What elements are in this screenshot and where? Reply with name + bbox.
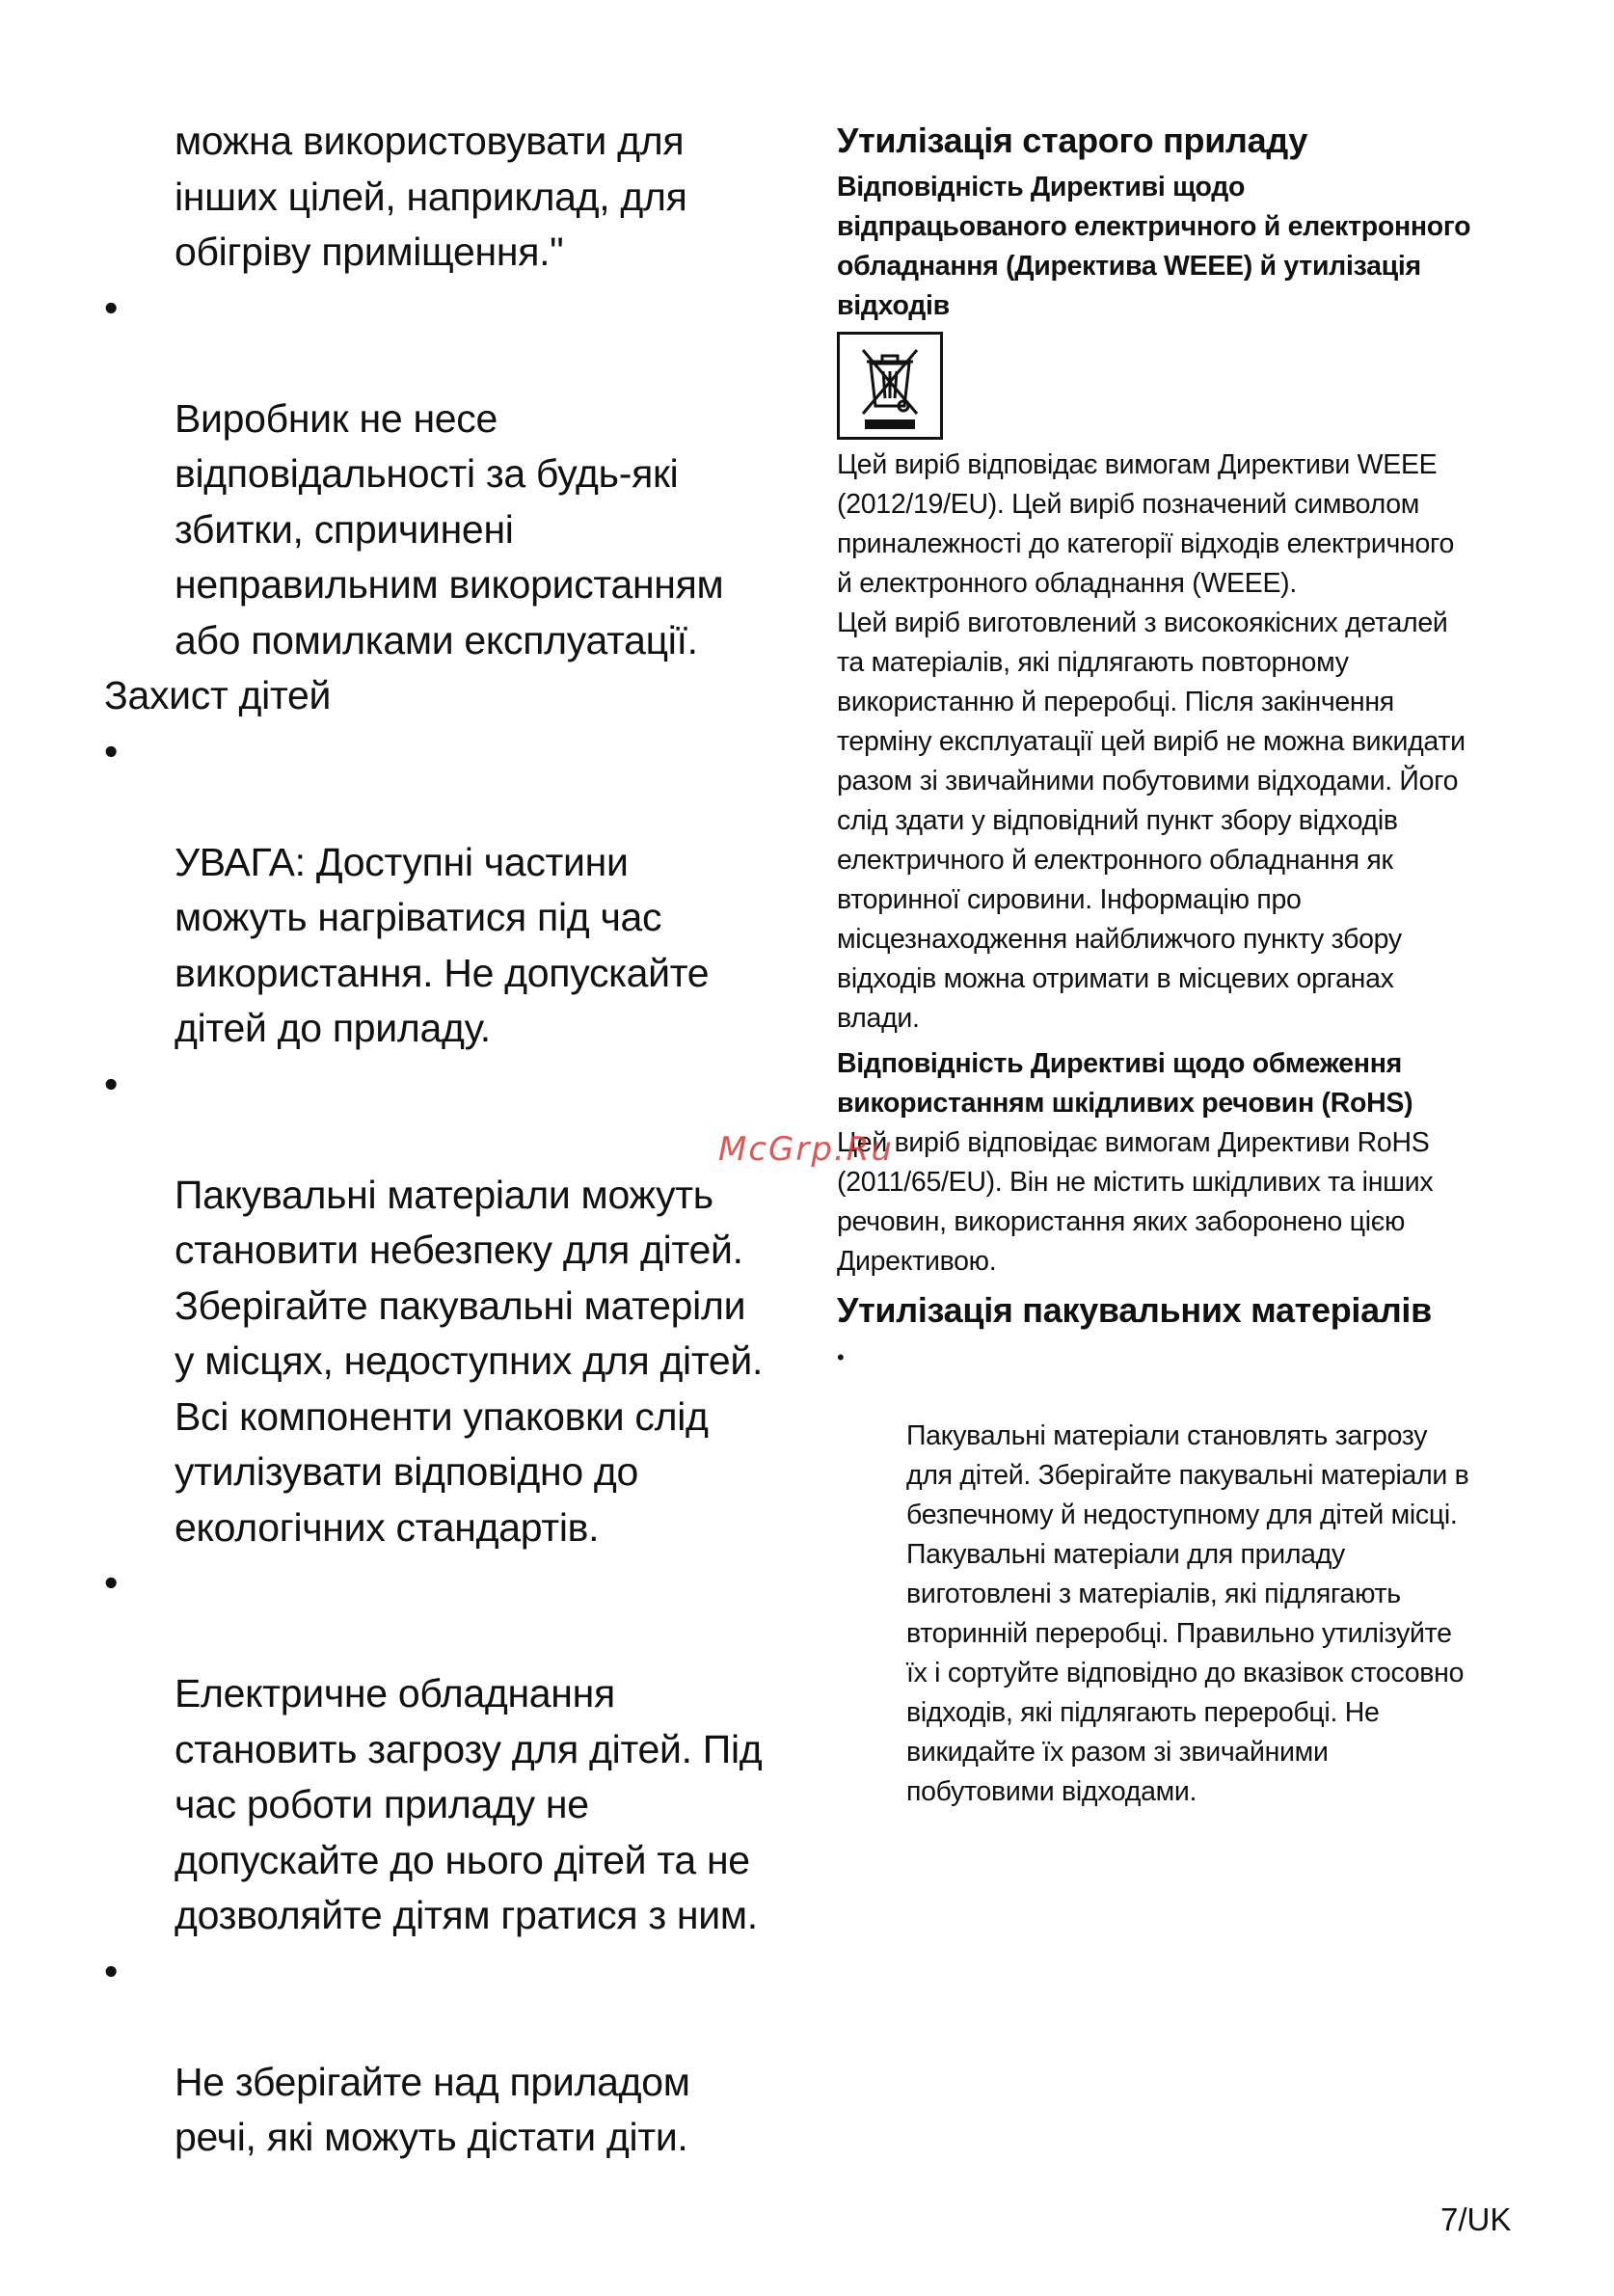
bullet-icon: • — [104, 1948, 119, 1993]
crossed-out-wheelie-bin-icon — [837, 332, 943, 440]
list-item — [104, 724, 798, 1057]
list-item — [104, 1944, 798, 2166]
list-item — [104, 1057, 798, 1556]
rohs-subheading: Відповідність Директиві щодо обмеження використанням шкідливих речовин (RoHS) — [837, 1048, 1413, 1119]
rohs-paragraph: Цей виріб відповідає вимогам Директиви RoHS (2011/65/EU). Він не містить шкідливих та інших речовин, використання яких заборонено цією Директивою. — [837, 1127, 1434, 1277]
bullet-icon: • — [104, 1560, 119, 1605]
list-item-text: Виробник не несе відповідальності за будь-які збитки, спричинені неправильним використанням або помилками експлуатації. — [175, 395, 724, 662]
list-item — [837, 1337, 1531, 1812]
list-item — [104, 1555, 798, 1944]
weee-paragraph: Цей виріб виготовлений з високоякісних деталей та матеріалів, які підлягають повторному використанню й переробці. Після закінчення терміну експлуатації цей виріб не можна викидати разом зі звичайними побутовими відходами. Його слід здати у відповідний пункт збору відходів електричного й електронного обладнання як вторинної сировини. Інформацію про місцезнаходження найближчого пункту збору відходів можна отримати в місцевих органах влади. — [837, 608, 1466, 1034]
list-item — [104, 281, 798, 669]
right-column — [837, 120, 1531, 1812]
list-item-text: Пакувальні матеріали становлять загрозу для дітей. Зберігайте пакувальні матеріали в безпечному й недоступному для дітей місці. Пакувальні матеріали для приладу виготовлені з матеріалів, які підлягають вторинній переробці. Правильно утилізуйте їх і сортуйте відповідно до вказівок стосовно відходів, які підлягають переробці. Не викидайте їх разом зі звичайними побутовими відходами. — [906, 1420, 1469, 1807]
list-item-text: Електричне обладнання становить загрозу для дітей. Під час роботи приладу не допускайте до нього дітей та не дозволяйте дітям гратися з ним. — [175, 1671, 763, 1937]
left-column — [104, 114, 798, 2166]
heading-old-appliance-disposal: Утилізація старого приладу — [837, 121, 1308, 160]
bullet-icon: • — [104, 728, 119, 773]
watermark: McGrp.Ru — [718, 1130, 894, 1169]
section-heading-child-safety: Захист дітей — [104, 673, 332, 717]
bullet-icon: • — [104, 284, 119, 330]
bullet-icon: • — [104, 1061, 119, 1106]
heading-packaging-disposal: Утилізація пакувальних матеріалів — [837, 1290, 1432, 1330]
weee-paragraph: Цей виріб відповідає вимогам Директиви WEEE (2012/19/EU). Цей виріб позначений символом приналежності до категорії відходів електричного й електронного обладнання (WEEE). — [837, 449, 1455, 599]
list-item-text: УВАГА: Доступні частини можуть нагріватися під час використання. Не допускайте дітей до приладу. — [175, 839, 710, 1050]
list-item-text: Пакувальні матеріали можуть становити небезпеку для дітей. Зберігайте пакувальні матеріли у місцях, недоступних для дітей. Всі компоненти упаковки слід утилізувати відповідно до екологічних стандартів. — [175, 1172, 764, 1550]
continued-text: можна використовувати для інших цілей, наприклад, для обігріву приміщення." — [175, 119, 687, 274]
bullet-icon: • — [837, 1345, 845, 1369]
list-item-text: Не зберігайте над приладом речі, які можуть дістати діти. — [175, 2059, 690, 2159]
page-number: 7/UK — [1440, 2201, 1512, 2237]
weee-subheading: Відповідність Директиві щодо відпрацьованого електричного й електронного обладнання (Директива WEEE) й утилізація відходів — [837, 172, 1471, 321]
